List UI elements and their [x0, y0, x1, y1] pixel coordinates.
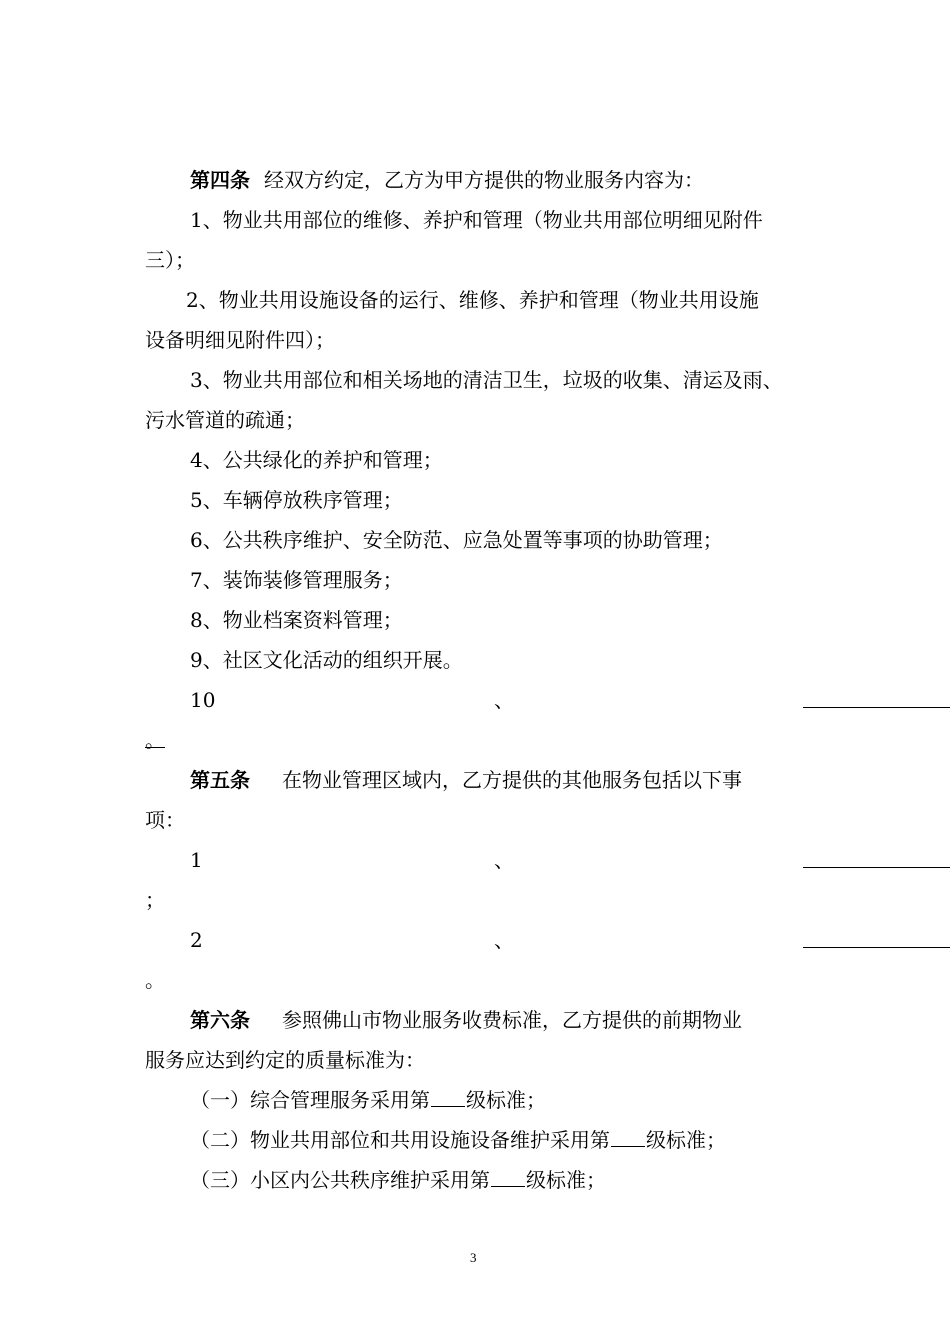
article-5-item-1-separator: 、	[494, 848, 514, 872]
article-4-item-9: 9、社区文化活动的组织开展。	[190, 648, 463, 672]
standard-1-level-blank	[431, 1088, 465, 1107]
standard-2-label: （二）物业共用部位和共用设施设备维护采用第	[190, 1128, 610, 1152]
article-4-item-2-cont: 设备明细见附件四）；	[145, 328, 335, 352]
article-4-item-10-separator: 、	[494, 688, 514, 712]
article-6-intro: 参照佛山市物业服务收费标准，乙方提供的前期物业	[282, 1008, 742, 1032]
article-6-standard-1	[190, 1088, 546, 1112]
article-4-item-8: 8、物业档案资料管理；	[190, 608, 403, 632]
article-6-standard-3	[190, 1168, 606, 1192]
article-4-item-7: 7、装饰装修管理服务；	[190, 568, 403, 592]
standard-3-label: （三）小区内公共秩序维护采用第	[190, 1168, 490, 1192]
article-5-item-1-number: 1	[190, 848, 203, 872]
standard-2-suffix: 级标准；	[646, 1128, 726, 1152]
article-5-line	[190, 768, 742, 792]
article-4-item-2: 2、物业共用设施设备的运行、维修、养护和管理（物业共用设施	[186, 288, 759, 312]
article-4-heading: 第四条	[190, 168, 250, 192]
article-5-intro: 在物业管理区域内，乙方提供的其他服务包括以下事	[282, 768, 742, 792]
article-5-item-1-blank	[803, 867, 950, 868]
article-5-item-2-end: 。	[145, 968, 165, 992]
article-4-item-10-end-underline	[145, 747, 165, 748]
article-5-item-2-blank	[803, 947, 950, 948]
article-5-intro-cont: 项：	[145, 808, 185, 832]
article-6-heading: 第六条	[190, 1008, 250, 1032]
page-number: 3	[470, 1250, 477, 1265]
standard-1-suffix: 级标准；	[466, 1088, 546, 1112]
article-5-item-1-end: ；	[145, 888, 165, 912]
article-6-standard-2	[190, 1128, 726, 1152]
standard-3-suffix: 级标准；	[526, 1168, 606, 1192]
article-4-item-1: 1、物业共用部位的维修、养护和管理（物业共用部位明细见附件	[190, 208, 763, 232]
article-4-item-6: 6、公共秩序维护、安全防范、应急处置等事项的协助管理；	[190, 528, 723, 552]
article-6-intro-cont: 服务应达到约定的质量标准为：	[145, 1048, 425, 1072]
article-4-intro: 经双方约定，乙方为甲方提供的物业服务内容为：	[264, 168, 704, 192]
article-4-line	[190, 168, 704, 192]
article-4-item-10-blank	[803, 707, 950, 708]
article-5-item-2-number: 2	[190, 928, 203, 952]
article-4-item-5: 5、车辆停放秩序管理；	[190, 488, 403, 512]
article-5-heading: 第五条	[190, 768, 250, 792]
article-4-item-1-cont: 三）；	[145, 248, 195, 272]
article-4-item-10-end: 。	[145, 728, 165, 752]
article-4-item-4: 4、公共绿化的养护和管理；	[190, 448, 443, 472]
article-5-item-2-separator: 、	[494, 928, 514, 952]
standard-1-label: （一）综合管理服务采用第	[190, 1088, 430, 1112]
article-4-item-10-number: 10	[190, 688, 216, 712]
standard-3-level-blank	[491, 1168, 525, 1187]
article-6-line	[190, 1008, 742, 1032]
standard-2-level-blank	[611, 1128, 645, 1147]
article-4-item-3-cont: 污水管道的疏通；	[145, 408, 305, 432]
article-4-item-3: 3、物业共用部位和相关场地的清洁卫生，垃圾的收集、清运及雨、	[190, 368, 783, 392]
